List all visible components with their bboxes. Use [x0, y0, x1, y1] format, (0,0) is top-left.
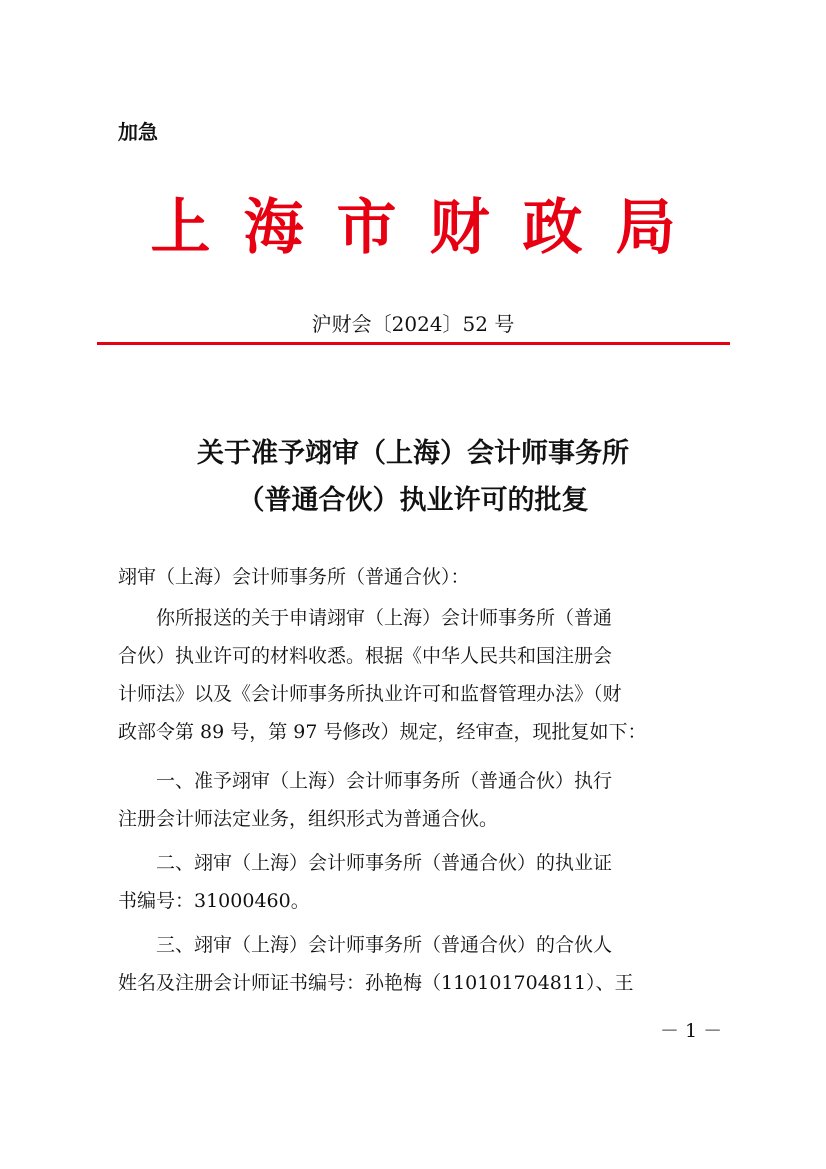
issuer-char: 财 [429, 193, 490, 263]
paragraph-intro [118, 599, 710, 751]
issuer-char: 市 [336, 193, 397, 263]
paragraph-item-1 [118, 762, 710, 838]
urgency-label: 加急 [118, 120, 158, 144]
salutation: 翊审（上海）会计师事务所（普通合伙）： [118, 566, 470, 588]
text-line: 政部令第 89 号，第 97 号修改）规定，经审查，现批复如下： [118, 721, 647, 743]
title-line-1: 关于准予翊审（上海）会计师事务所 [197, 438, 629, 469]
red-divider-line [97, 342, 730, 345]
text-line: 你所报送的关于申请翊审（上海）会计师事务所（普通 [156, 607, 613, 629]
issuer-name [0, 188, 826, 268]
title-line-2: （普通合伙）执业许可的批复 [237, 485, 589, 516]
document-number: 沪财会〔2024〕52 号 [311, 312, 515, 336]
text-line: 合伙）执业许可的材料收悉。根据《中华人民共和国注册会 [118, 645, 613, 667]
text-line: 注册会计师法定业务，组织形式为普通合伙。 [118, 808, 499, 830]
text-line: 计师法》以及《会计师事务所执业许可和监督管理办法》（财 [118, 683, 622, 705]
paragraph-item-2 [118, 844, 710, 920]
issuer-char: 海 [243, 193, 304, 263]
paragraph-item-3 [118, 926, 710, 1002]
issuer-char: 局 [615, 193, 676, 263]
page-number: － 1 － [660, 1020, 723, 1042]
issuer-char: 上 [150, 193, 211, 263]
text-line: 二、翊审（上海）会计师事务所（普通合伙）的执业证 [156, 852, 613, 874]
text-line: 一、准予翊审（上海）会计师事务所（普通合伙）执行 [156, 770, 613, 792]
text-line: 三、翊审（上海）会计师事务所（普通合伙）的合伙人 [156, 934, 613, 956]
document-title [0, 430, 826, 524]
issuer-char: 政 [522, 193, 583, 263]
text-line: 书编号：31000460。 [118, 890, 310, 912]
text-line: 姓名及注册会计师证书编号：孙艳梅（110101704811）、王 [118, 972, 634, 994]
